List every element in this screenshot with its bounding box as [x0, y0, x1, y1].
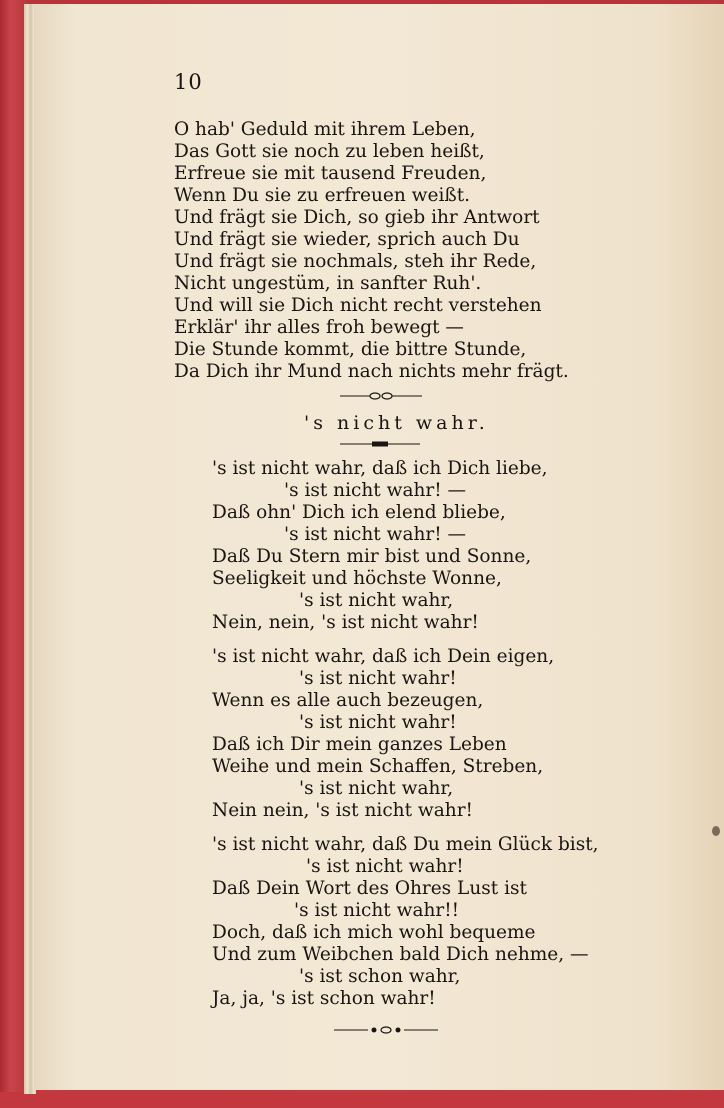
- verse-line: Das Gott sie noch zu leben heißt,: [174, 141, 485, 162]
- verse-refrain: 's ist schon wahr,: [299, 966, 461, 987]
- verse-line: Und zum Weibchen bald Dich nehme, —: [212, 944, 589, 965]
- book-page: [34, 4, 724, 1090]
- verse-refrain: 's ist nicht wahr!: [306, 856, 464, 877]
- verse-refrain: 's ist nicht wahr,: [299, 590, 454, 611]
- title-rule: [340, 440, 420, 448]
- verse-line: Und frägt sie wieder, sprich auch Du: [174, 229, 520, 250]
- verse-line: 's ist nicht wahr, daß ich Dein eigen,: [212, 646, 555, 667]
- page-blemish: [712, 826, 720, 836]
- end-ornament: [334, 1024, 438, 1036]
- verse-refrain: 's ist nicht wahr!: [299, 712, 457, 733]
- verse-line: Doch, daß ich mich wohl bequeme: [212, 922, 536, 943]
- poem-title: 's nicht wahr.: [304, 412, 489, 434]
- verse-line: Da Dich ihr Mund nach nichts mehr frägt.: [174, 361, 569, 382]
- verse-line: Wenn Du sie zu erfreuen weißt.: [174, 185, 471, 206]
- verse-line: Die Stunde kommt, die bittre Stunde,: [174, 339, 527, 360]
- verse-line: Und frägt sie nochmals, steh ihr Rede,: [174, 251, 537, 272]
- book-cover-bottom: [0, 1092, 724, 1108]
- verse-line: Weihe und mein Schaffen, Streben,: [212, 756, 544, 777]
- verse-refrain: 's ist nicht wahr! —: [284, 524, 467, 545]
- verse-refrain: 's ist nicht wahr! —: [284, 480, 467, 501]
- verse-line: Daß ich Dir mein ganzes Leben: [212, 734, 507, 755]
- book-cover-spine: [0, 0, 26, 1108]
- verse-line: Wenn es alle auch bezeugen,: [212, 690, 484, 711]
- verse-refrain: 's ist nicht wahr!!: [294, 900, 460, 921]
- verse-refrain: 's ist nicht wahr!: [299, 668, 457, 689]
- verse-line: Daß Dein Wort des Ohres Lust ist: [212, 878, 527, 899]
- verse-line: Nein nein, 's ist nicht wahr!: [212, 800, 473, 821]
- verse-line: Daß Du Stern mir bist und Sonne,: [212, 546, 532, 567]
- verse-line: Und will sie Dich nicht recht verstehen: [174, 295, 542, 316]
- verse-line: Nein, nein, 's ist nicht wahr!: [212, 612, 479, 633]
- verse-line: 's ist nicht wahr, daß Du mein Glück bist,: [212, 834, 599, 855]
- verse-line: Daß ohn' Dich ich elend bliebe,: [212, 502, 506, 523]
- verse-line: Und frägt sie Dich, so gieb ihr Antwort: [174, 207, 540, 228]
- page-number: 10: [174, 70, 203, 94]
- verse-line: 's ist nicht wahr, daß ich Dich liebe,: [212, 458, 548, 479]
- verse-refrain: 's ist nicht wahr,: [299, 778, 454, 799]
- verse-line: Erfreue sie mit tausend Freuden,: [174, 163, 487, 184]
- verse-line: Nicht ungestüm, in sanfter Ruh'.: [174, 273, 482, 294]
- verse-line: Seeligkeit und höchste Wonne,: [212, 568, 502, 589]
- ornament-divider: [340, 390, 422, 402]
- verse-line: Ja, ja, 's ist schon wahr!: [212, 988, 436, 1009]
- verse-line: Erklär' ihr alles froh bewegt —: [174, 317, 464, 338]
- verse-line: O hab' Geduld mit ihrem Leben,: [174, 119, 476, 140]
